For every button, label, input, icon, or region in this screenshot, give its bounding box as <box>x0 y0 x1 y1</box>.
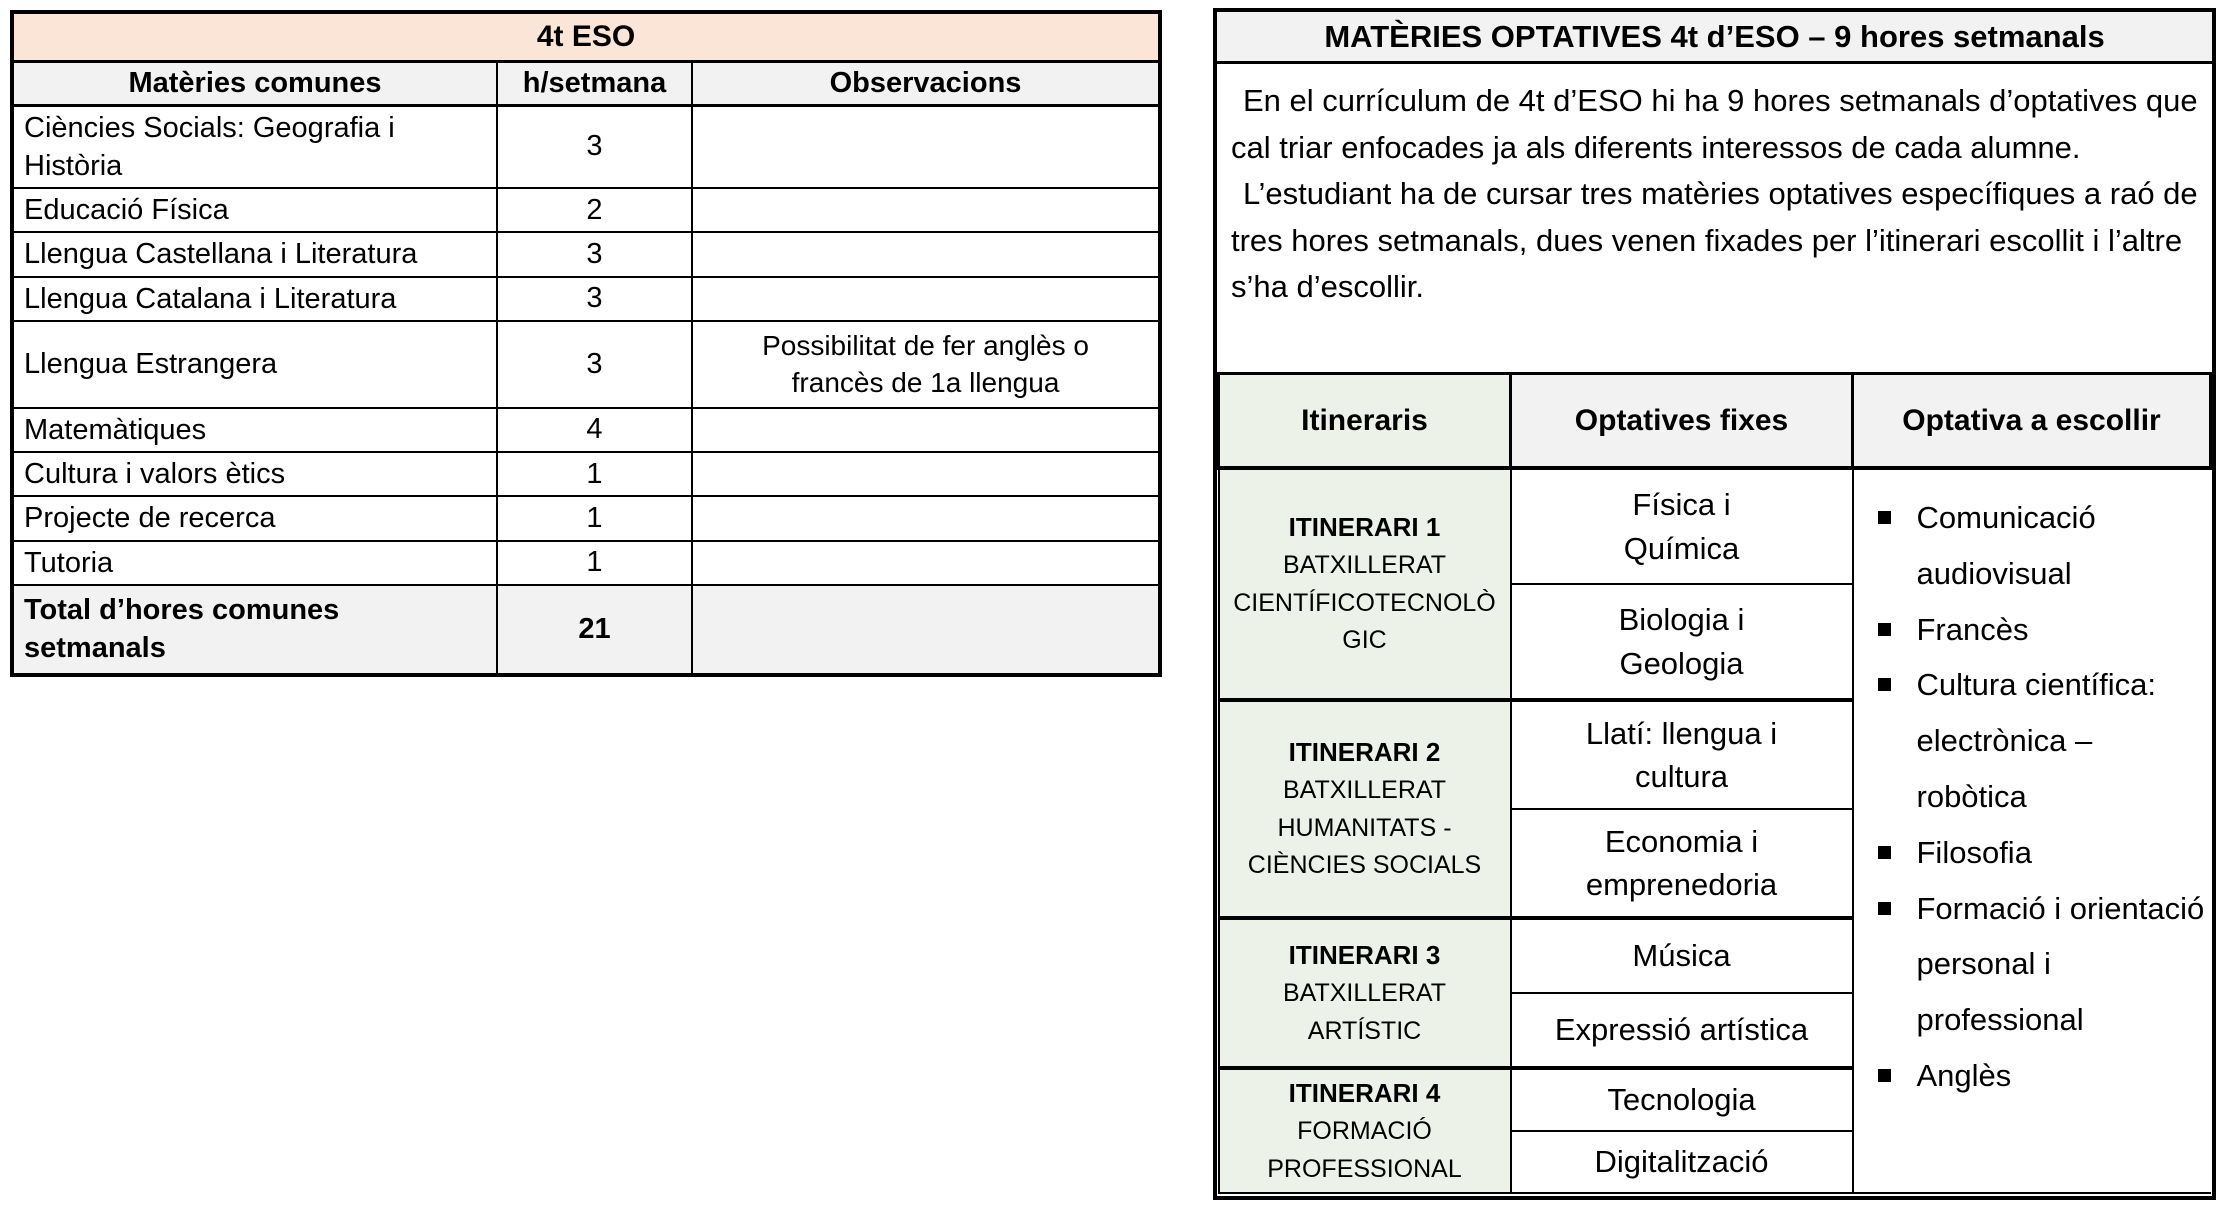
table-header-row <box>12 61 1160 105</box>
table-row <box>12 452 1160 496</box>
fixed-optative-cell: Llatí: llengua i cultura <box>1511 700 1853 809</box>
subject-cell: Cultura i valors ètics <box>12 452 497 496</box>
column-header-hores: h/setmana <box>497 61 692 105</box>
fixed-optative-cell: Biologia i Geologia <box>1511 584 1853 700</box>
hours-cell: 2 <box>497 188 692 232</box>
fixed-optative-cell: Expressió artística <box>1511 993 1853 1068</box>
hours-cell: 1 <box>497 541 692 585</box>
elective-item <box>1872 1048 2205 1104</box>
left-table-title: 4t ESO <box>12 12 1160 61</box>
itinerary-name: ITINERARI 2 <box>1288 737 1441 768</box>
subject-cell: Educació Física <box>12 188 497 232</box>
itinerary-subtitle: BATXILLERAT HUMANITATS - CIÈNCIES SOCIALS <box>1247 776 1482 880</box>
subject-cell: Ciències Socials: Geografia i Història <box>12 105 497 188</box>
fixed-optative-cell: Digitalització <box>1511 1131 1853 1194</box>
hours-cell: 3 <box>497 277 692 321</box>
itinerary-cell-4 <box>1219 1068 1511 1193</box>
elective-item <box>1872 825 2205 881</box>
subject-cell: Projecte de recerca <box>12 496 497 540</box>
optatives-intro <box>1217 64 2212 375</box>
table-row <box>12 541 1160 585</box>
hours-cell: 1 <box>497 496 692 540</box>
obs-cell <box>692 452 1160 496</box>
fixed-optative-cell: Física i Química <box>1511 468 1853 584</box>
subject-cell: Llengua Castellana i Literatura <box>12 232 497 276</box>
subject-cell: Llengua Estrangera <box>12 321 497 408</box>
column-header-itineraris: Itineraris <box>1219 375 1511 468</box>
hours-cell: 4 <box>497 408 692 452</box>
column-header-observacions: Observacions <box>692 61 1160 105</box>
elective-label: Cultura científica: electrònica – robòtica <box>1916 667 2156 814</box>
total-row <box>12 585 1160 675</box>
table-row <box>12 408 1160 452</box>
obs-cell: Possibilitat de fer anglès o francès de 1a llengua <box>692 321 1160 408</box>
electives-cell <box>1853 468 2211 1193</box>
column-header-optativa-escollir: Optativa a escollir <box>1853 375 2211 468</box>
optatives-panel-title: MATÈRIES OPTATIVES 4t d’ESO – 9 hores setmanals <box>1217 12 2212 64</box>
obs-cell <box>692 277 1160 321</box>
itinerary-name: ITINERARI 3 <box>1288 940 1441 970</box>
obs-cell <box>692 408 1160 452</box>
itinerary-cell-3 <box>1219 918 1511 1068</box>
obs-cell <box>692 232 1160 276</box>
total-label-cell: Total d’hores comunes setmanals <box>12 585 497 675</box>
elective-item <box>1872 490 2205 602</box>
elective-item <box>1872 657 2205 824</box>
table-row <box>12 105 1160 188</box>
hours-cell: 3 <box>497 232 692 276</box>
bullet-square-icon <box>1878 623 1891 636</box>
column-header-materies: Matèries comunes <box>12 61 497 105</box>
fixed-optative-cell: Tecnologia <box>1511 1068 1853 1131</box>
subject-cell: Matemàtiques <box>12 408 497 452</box>
elective-item <box>1872 881 2205 1048</box>
hours-cell: 3 <box>497 105 692 188</box>
table-row <box>12 232 1160 276</box>
obs-cell <box>692 188 1160 232</box>
table-row <box>12 188 1160 232</box>
table-row <box>12 496 1160 540</box>
common-subjects-table <box>10 10 1162 677</box>
intro-paragraph: L’estudiant ha de cursar tres matèries optatives específiques a raó de tres hores setmanals, dues venen fixades per l’itinerari escollit i l’altre s’ha d’escollir. <box>1231 176 2198 304</box>
itinerary-subtitle: FORMACIÓ PROFESSIONAL <box>1267 1117 1462 1183</box>
bullet-square-icon <box>1878 846 1891 859</box>
table-row <box>12 277 1160 321</box>
elective-label: Formació i orientació personal i professional <box>1916 890 2205 1038</box>
elective-label: Filosofia <box>1916 834 2032 870</box>
elective-label: Comunicació audiovisual <box>1916 500 2096 591</box>
itinerary-name: ITINERARI 1 <box>1288 512 1441 543</box>
itineraries-table <box>1217 375 2212 1194</box>
total-obs-cell <box>692 585 1160 675</box>
column-header-optatives-fixes: Optatives fixes <box>1511 375 1853 468</box>
itinerary-row <box>1219 468 2211 584</box>
bullet-square-icon <box>1878 678 1891 691</box>
subject-cell: Llengua Catalana i Literatura <box>12 277 497 321</box>
bullet-square-icon <box>1878 902 1891 915</box>
obs-cell <box>692 105 1160 188</box>
itinerary-cell-2 <box>1219 700 1511 918</box>
optatives-panel <box>1213 8 2216 1200</box>
fixed-optative-cell: Música <box>1511 918 1853 993</box>
obs-cell <box>692 541 1160 585</box>
hours-cell: 3 <box>497 321 692 408</box>
bullet-square-icon <box>1878 511 1891 524</box>
itineraries-header-row <box>1219 375 2211 468</box>
itinerary-subtitle: BATXILLERAT ARTÍSTIC <box>1282 979 1446 1045</box>
total-hours-cell: 21 <box>497 585 692 675</box>
fixed-optative-cell: Economia i emprenedoria <box>1511 809 1853 918</box>
intro-paragraph: En el currículum de 4t d’ESO hi ha 9 hores setmanals d’optatives que cal triar enfocades ja als diferents interessos de cada alumne. <box>1231 83 2198 165</box>
elective-label: Francès <box>1916 611 2029 647</box>
itinerary-subtitle: BATXILLERAT CIENTÍFICOTECNOLÒGIC <box>1233 551 1496 655</box>
elective-label: Anglès <box>1916 1057 2012 1093</box>
bullet-square-icon <box>1878 1069 1891 1082</box>
table-title-row <box>12 12 1160 61</box>
itinerary-cell-1 <box>1219 468 1511 700</box>
table-row <box>12 321 1160 408</box>
obs-cell <box>692 496 1160 540</box>
elective-item <box>1872 602 2205 658</box>
hours-cell: 1 <box>497 452 692 496</box>
itinerary-name: ITINERARI 4 <box>1288 1078 1441 1108</box>
subject-cell: Tutoria <box>12 541 497 585</box>
